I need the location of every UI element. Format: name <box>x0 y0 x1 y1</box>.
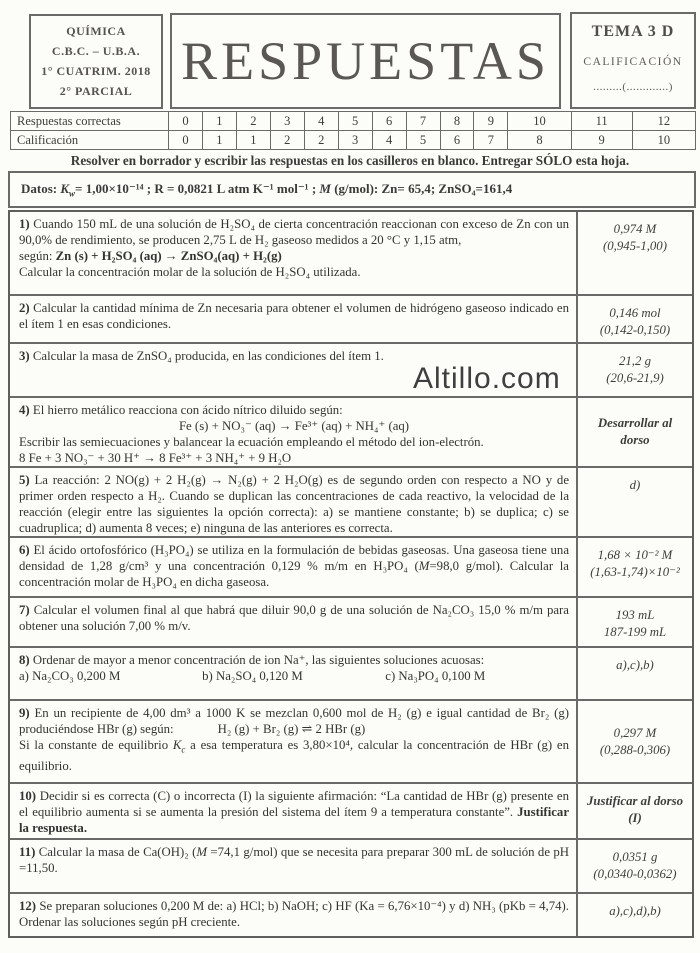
answer-value: a),c),d),b) <box>609 904 661 918</box>
question-8-intro: Ordenar de mayor a menor concentración de ion Na⁺, las siguientes soluciones acuosas: <box>32 653 485 667</box>
question-row-3 <box>10 344 692 398</box>
question-1-intro: Cuando 150 mL de una solución de H₂SO₄ de cierta concentración reaccionan con exceso de Zn con un 90,0% de rendimiento, se producen 2,75 L de H₂ gaseoso medidos a 20 °C y 1,15 atm, <box>19 217 570 247</box>
question-4-number: 4) <box>19 403 30 417</box>
question-row-11 <box>10 840 692 894</box>
question-5-number: 5) <box>19 473 30 487</box>
question-9-intro: En un recipiente de 4,00 dm³ a 1000 K se mezclan 0,600 mol de H₂ (g) e igual cantidad de Br₂ (g) produciéndose HBr (g) según: <box>19 706 569 736</box>
correct-cell: 3 <box>270 112 304 131</box>
question-row-4 <box>10 398 692 468</box>
answer-value: 21,2 g <box>619 354 651 368</box>
datos-molar-masses: (g/mol): Zn= 65,4; ZnSO₄=161,4 <box>330 181 513 196</box>
grade-cell: 7 <box>474 131 508 150</box>
tema-label: TEMA 3 D <box>591 23 675 40</box>
correct-cell: 9 <box>474 112 508 131</box>
question-10-text <box>10 784 576 838</box>
question-9-equation: H₂ (g) + Br₂ (g) ⇌ 2 HBr (g) <box>217 722 366 736</box>
question-row-1 <box>10 212 692 296</box>
correct-answers-row <box>11 112 696 131</box>
answer-range: 187-199 mL <box>603 625 667 639</box>
grade-cell: 4 <box>372 131 406 150</box>
question-12-answer <box>576 894 692 936</box>
answer-value: d) <box>629 478 641 492</box>
grade-cell: 8 <box>508 131 571 150</box>
question-3-text <box>10 344 576 396</box>
question-4-balanced-equation: 8 Fe + 3 NO₃⁻ + 30 H⁺ → 8 Fe³⁺ + 3 NH₄⁺ + 9 H₂O <box>19 451 292 465</box>
answer-value: 0,974 M <box>613 222 657 236</box>
question-3-number: 3) <box>19 349 30 363</box>
question-row-9 <box>10 701 692 784</box>
option-c: c) Na₃PO₄ 0,100 M <box>385 669 486 683</box>
question-4-answer <box>576 398 692 466</box>
correct-cell: 0 <box>169 112 203 131</box>
question-11-body-1: Calcular la masa de Ca(OH)₂ ( <box>38 845 197 859</box>
grade-cell: 1 <box>202 131 236 150</box>
answer-range: (0,142-0,150) <box>599 323 671 337</box>
correct-cell: 10 <box>508 112 571 131</box>
grade-cell: 1 <box>236 131 270 150</box>
instruction-line: Resolver en borrador y escribir las respuestas en los casilleros en blanco. Entregar SÓLO esta hoja. <box>70 153 630 168</box>
question-row-5 <box>10 468 692 538</box>
question-5-text <box>10 468 576 536</box>
grade-label: Calificación <box>11 131 169 150</box>
grade-cell: 5 <box>406 131 440 150</box>
title-box <box>170 13 561 109</box>
question-1-number: 1) <box>19 217 30 231</box>
question-row-7 <box>10 598 692 648</box>
question-11-text <box>10 840 576 892</box>
question-2-body: Calcular la cantidad mínima de Zn necesaria para obtener el volumen de hidrógeno gaseoso indicado en el ítem 1 en esas condiciones. <box>19 301 569 331</box>
question-6-number: 6) <box>19 543 30 557</box>
questions-table <box>8 210 694 938</box>
molar-mass-symbol: M <box>418 559 430 573</box>
question-row-10 <box>10 784 692 840</box>
kw-subscript: w <box>69 188 76 199</box>
answer-value: a),c),b) <box>616 658 654 672</box>
correct-cell: 12 <box>632 112 695 131</box>
answer-range: (0,288-0,306) <box>599 742 671 757</box>
question-9-task-2: a esa temperatura es 3,80×10⁴, calcular la concentración de HBr (g) en equilibrio. <box>19 738 569 773</box>
correct-answers-label: Respuestas correctas <box>11 112 169 131</box>
answer-value: Justificar al dorso <box>587 794 683 808</box>
question-5-answer <box>576 468 692 536</box>
grade-row <box>11 131 696 150</box>
grade-cell: 9 <box>571 131 632 150</box>
grade-cell: 0 <box>169 131 203 150</box>
grade-cell: 6 <box>440 131 474 150</box>
question-9-task-1: Si la constante de equilibrio <box>19 738 173 752</box>
answer-value: 1,68 × 10⁻² M <box>597 548 673 562</box>
question-7-number: 7) <box>19 603 30 617</box>
question-7-text <box>10 598 576 646</box>
question-1-equation: Zn (s) + H₂SO₄ (aq) → ZnSO₄(aq) + H₂(g) <box>55 249 282 263</box>
grade-cell: 2 <box>304 131 338 150</box>
question-row-6 <box>10 538 692 598</box>
calificacion-blank-line: .........(.............) <box>593 81 673 93</box>
question-10-number: 10) <box>19 789 37 803</box>
kc-subscript: c <box>181 744 186 755</box>
answer-value-2: dorso <box>620 433 650 447</box>
answer-value: Desarrollar al <box>597 416 673 430</box>
answer-value-2: (I) <box>628 811 642 825</box>
answer-value: 0,146 mol <box>609 306 661 320</box>
question-11-answer <box>576 840 692 892</box>
question-12-number: 12) <box>19 899 37 913</box>
datos-constants: = 1,00×10⁻¹⁴ ; R = 0,0821 L atm K⁻¹ mol⁻¹ ; <box>75 181 320 196</box>
question-4-intro: El hierro metálico reacciona con ácido nítrico diluido según: <box>32 403 343 417</box>
question-6-text <box>10 538 576 596</box>
question-8-options <box>19 668 569 684</box>
grade-cell: 2 <box>270 131 304 150</box>
question-4-text <box>10 398 576 466</box>
question-9-task <box>19 737 569 774</box>
kc-symbol <box>172 738 186 755</box>
course-subject: QUÍMICA <box>66 24 126 38</box>
question-2-answer <box>576 296 692 342</box>
correct-cell: 2 <box>236 112 270 131</box>
question-12-body: Se preparan soluciones 0,200 M de: a) HCl; b) NaOH; c) HF (Ka = 6,76×10⁻⁴) y d) NH₃ (pKb = 4,74). Ordenar las soluciones según pH creciente. <box>19 899 569 929</box>
kw-letter: K <box>60 181 70 196</box>
correct-cell: 4 <box>304 112 338 131</box>
question-8-number: 8) <box>19 653 30 667</box>
question-7-answer <box>576 598 692 646</box>
answer-value: 0,297 M <box>613 725 657 740</box>
question-row-12 <box>10 894 692 936</box>
question-9-number: 9) <box>19 706 30 720</box>
answer-value: 193 mL <box>615 608 655 622</box>
tema-box <box>570 12 696 109</box>
question-11-body-2: =74,1 g/mol) que se necesita para preparar 300 mL de solución de pH =11,50. <box>19 845 569 875</box>
course-info-box <box>29 14 163 109</box>
molar-mass-symbol: M <box>196 845 208 859</box>
watermark: Altillo.com <box>413 362 561 395</box>
option-b: b) Na₂SO₄ 0,120 M <box>202 669 303 683</box>
question-1-answer <box>576 212 692 294</box>
question-12-text <box>10 894 576 936</box>
question-5-body: La reacción: 2 NO(g) + 2 H₂(g) → N₂(g) + 2 H₂O(g) es de segundo orden con respecto a NO y de primer orden respecto a H₂. Cuando se duplican las concentraciones de cada reactivo, la velocidad de la reacción (elegir entre las siguientes la opción correcta): a) se mantiene constante; b) se duplica; c) se cuadruplica; d) aumenta 8 veces; e) ninguna de las anteriores es correcta. <box>19 473 569 535</box>
correct-cell: 5 <box>338 112 372 131</box>
question-7-body: Calcular el volumen final al que habrá que diluir 90,0 g de una solución de Na₂CO₃ 15,0 % m/m para obtener una solución 7,00 % m/v. <box>19 603 569 633</box>
kc-letter: K <box>172 738 182 752</box>
answer-value: 0,0351 g <box>612 850 658 864</box>
course-exam: 2° PARCIAL <box>59 84 133 98</box>
question-1-segun: según: <box>19 249 53 263</box>
question-8-text <box>10 648 576 699</box>
correct-cell: 11 <box>571 112 632 131</box>
question-3-body: Calcular la masa de ZnSO₄ producida, en las condiciones del ítem 1. <box>32 349 384 363</box>
question-2-text <box>10 296 576 342</box>
kw-symbol <box>60 181 76 199</box>
option-a: a) Na₂CO₃ 0,200 M <box>19 669 121 683</box>
question-9-text <box>10 701 576 782</box>
datos-label: Datos: <box>21 181 61 196</box>
question-1-outro: Calcular la concentración molar de la solución de H₂SO₄ utilizada. <box>19 265 361 279</box>
correct-cell: 8 <box>440 112 474 131</box>
question-10-answer <box>576 784 692 838</box>
question-2-number: 2) <box>19 301 30 315</box>
question-11-number: 11) <box>19 845 36 859</box>
course-institution: C.B.C. – U.B.A. <box>51 44 141 58</box>
correct-cell: 6 <box>372 112 406 131</box>
molar-mass-symbol: M <box>319 181 331 196</box>
score-conversion-table <box>10 111 696 150</box>
answer-range: (0,0340-0,0362) <box>593 867 677 881</box>
correct-cell: 1 <box>202 112 236 131</box>
answer-range: (20,6-21,9) <box>606 371 664 385</box>
question-1-text <box>10 212 576 294</box>
page-title: RESPUESTAS <box>181 31 550 91</box>
question-4-equation: Fe (s) + NO₃⁻ (aq) → Fe³⁺ (aq) + NH₄⁺ (aq) <box>178 419 410 433</box>
course-term: 1° CUATRIM. 2018 <box>41 64 151 78</box>
question-6-body-1: El ácido ortofosfórico (H₃PO₄) se utiliza en la formulación de bebidas gaseosas. Una gaseosa tiene una densidad de 1,28 g/cm³ y una concentración 0,129 % m/m en H₃PO₄ ( <box>19 543 570 573</box>
answer-range: (0,945-1,00) <box>603 239 667 253</box>
question-6-body-2: =98,0 g/mol). Calcular la concentración molar de H₃PO₄ en dicha gaseosa. <box>19 559 569 589</box>
question-10-bold: Justificar la respuesta. <box>19 805 570 835</box>
question-9-answer <box>576 701 692 782</box>
question-row-2 <box>10 296 692 344</box>
question-8-answer <box>576 648 692 699</box>
grade-cell: 3 <box>338 131 372 150</box>
calificacion-label: CALIFICACIÓN <box>583 56 683 68</box>
answer-range: (1,63-1,74)×10⁻² <box>590 565 680 579</box>
grade-cell: 10 <box>632 131 695 150</box>
question-4-task: Escribir las semiecuaciones y balancear la ecuación empleando el método del ion-electrón. <box>19 435 484 449</box>
question-3-answer <box>576 344 692 396</box>
correct-cell: 7 <box>406 112 440 131</box>
datos-box <box>8 171 696 208</box>
question-6-answer <box>576 538 692 596</box>
question-row-8 <box>10 648 692 701</box>
question-10-body: Decidir si es correcta (C) o incorrecta (I) la siguiente afirmación: “La cantidad de HBr (g) presente en el equilibrio aumenta si se aumenta la presión del sistema del ítem 9 a temperatura constante”. <box>19 789 569 819</box>
